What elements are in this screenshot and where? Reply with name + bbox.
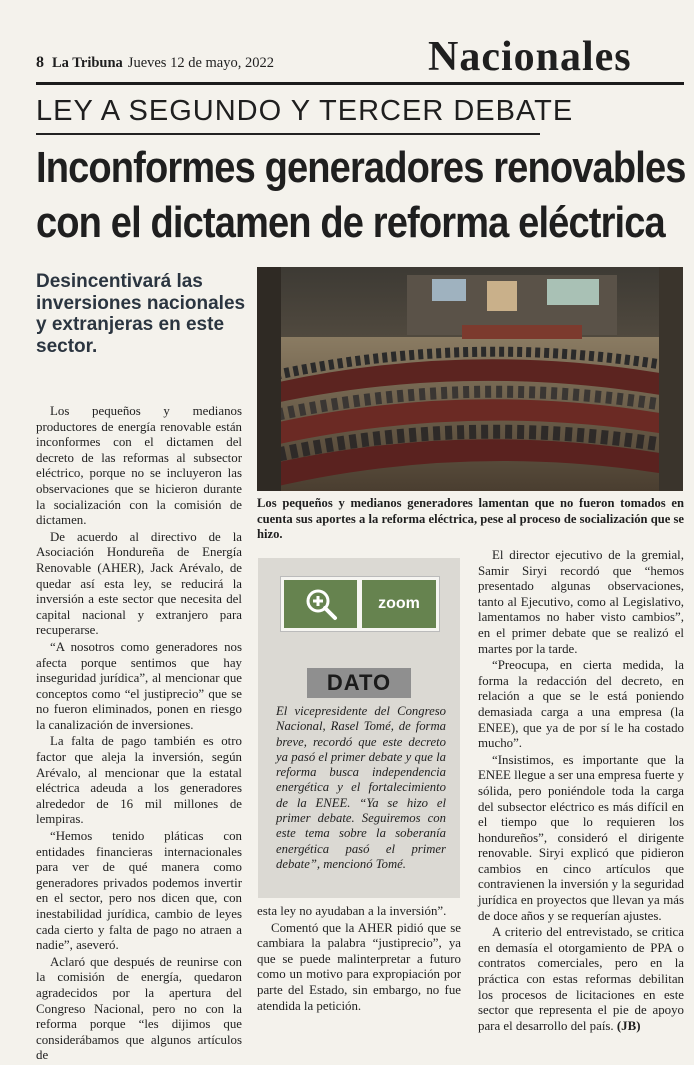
congress-chamber-photo (257, 267, 683, 491)
paragraph: “A nosotros como generadores nos afecta porque sentimos que hay inseguridad jurídica”, al mencionar que conceptos como “el justiprecio” que se no fueron eliminados, ponen en riesgo la canalización de inversiones. (36, 639, 242, 732)
page-header (36, 54, 326, 72)
paragraph: “Insistimos, es importante que la ENEE llegue a ser una empresa fuerte y sólida, pero poniéndole toda la carga del subsector eléctrico es más difícil en el tiempo que lo requieren los hondureños”, consideró el dirigente renovable. Siryi explicó que pidieron cambios en cinco artículos que contravienen la inversión y la seguridad jurídica en proyectos que llevan ya más de doce años y se requerían ajustes. (478, 752, 684, 923)
dato-text: El vicepresidente del Congreso Nacional, Rasel Tomé, de forma breve, recordó que este decreto ya pasó el primer debate y que la reforma busca independencia energética y el fortalecimiento de la ENEE. “Ya se hizo el primer debate. Seguiremos con este tema sobre la soberanía energética pasó el primer debate”, mencionó Tomé. (276, 704, 446, 871)
header-divider (36, 82, 684, 85)
dato-box (258, 558, 460, 898)
paragraph: Aclaró que después de reunirse con la comisión de energía, quedaron agradecidos por la apertura del Congreso Nacional, pero no con la reforma porque “les dijimos que considerábamos que algunos artículos de (36, 954, 242, 1063)
kicker-underline (36, 133, 540, 135)
dato-label (307, 668, 411, 698)
paragraph: Comentó que la AHER pidió que se cambiara la palabra “justiprecio”, ya que se puede malinterpretar a futuro como un motivo para expropiación por parte del Estado, sin embargo, no fue atendida la petición. (257, 920, 461, 1013)
zoom-control[interactable] (280, 576, 440, 632)
section-title: Nacionales (428, 34, 632, 80)
kicker: LEY A SEGUNDO Y TERCER DEBATE (36, 95, 574, 127)
magnifier-plus-icon[interactable] (284, 580, 357, 628)
paragraph (478, 925, 684, 1034)
article-column-2 (257, 904, 461, 1015)
article-column-3 (478, 548, 684, 1035)
subheadline: Desincentivará las inversiones nacionales y extranjeras en este sector. (36, 271, 246, 357)
paragraph: “Hemos tenido pláticas con entidades financieras internacionales para ver de qué manera como generadores privados podemos invertir en el sector, pero nos dicen que, con inestabilidad jurídica, cambio de leyes cada cierto y falta de pago no atraen a nadie”, aseveró. (36, 829, 242, 953)
paragraph: De acuerdo al directivo de la Asociación Hondureña de Energía Renovable (AHER), Jack Arévalo, de quedar así esta ley, se reducirá la inversión a este sector que necesita del capital nacional y extranjero para recuperarse. (36, 529, 242, 638)
headline (36, 140, 686, 250)
paragraph: “Preocupa, en cierta medida, la forma la redacción del decreto, en relación a que se le está poniendo demasiada carga a una empresa (la ENEE), que ya de por sí le ha costado mucho”. (478, 658, 684, 751)
photo-caption: Los pequeños y medianos generadores lamentan que no fueron tomados en cuenta sus aportes a la reforma eléctrica, pese al proceso de socialización que se hizo. (257, 496, 684, 541)
paragraph: esta ley no ayudaban a la inversión”. (257, 904, 447, 918)
headline-line-1: Inconformes generadores renovables (36, 143, 686, 192)
issue-date: Jueves 12 de mayo, 2022 (127, 55, 274, 71)
paragraph: La falta de pago también es otro factor que aleja la inversión, según Arévalo, al mencionar que la estatal eléctrica adeuda a los generadores alrededor de 16 mil millones de lempiras. (36, 734, 242, 827)
author-signature: (JB) (616, 1018, 641, 1033)
paragraph: El director ejecutivo de la gremial, Samir Siryi recordó que “hemos presentado algunas observaciones, tanto al Ejecutivo, como al Legislativo, lamentamos no haber visto cambios”, en el primer debate que se realizó el martes por la tarde. (478, 548, 684, 656)
newspaper-name: La Tribuna (52, 55, 123, 71)
paragraph-text: A criterio del entrevistado, se critica en demasía el otorgamiento de PPA o contratos comerciales, pero en la práctica con estas reformas debilitan los procesos de licitaciones en este sector que representa el pie de apoyo para el desarrollo del país. (478, 925, 684, 1033)
page-number: 8 (36, 54, 44, 71)
paragraph: Los pequeños y medianos productores de energía renovable están inconformes con el dictamen del decreto de las reformas al subsector eléctrico, porque no se incluyeron las observaciones que se hicieron durante la socialización con la comisión de dictamen. (36, 404, 242, 528)
headline-line-2: con el dictamen de reforma eléctrica (36, 198, 665, 247)
article-column-1 (36, 404, 242, 1065)
zoom-button[interactable]: zoom (362, 580, 436, 628)
dato-title: DATO (326, 670, 392, 695)
